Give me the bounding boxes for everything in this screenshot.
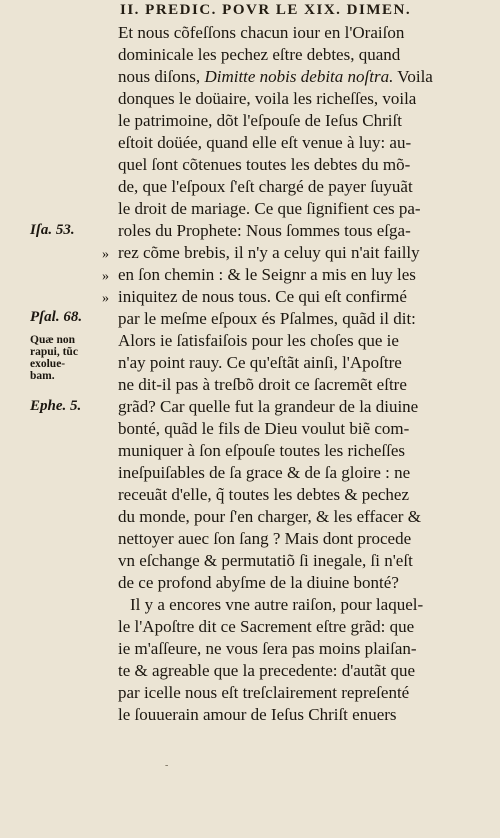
quote-mark: »	[102, 291, 109, 306]
text-line: te & agreable que la precedente: d'autãt que	[118, 661, 416, 680]
text-line: ineſpuiſables de ſa grace & de ſa gloire : ne	[118, 463, 411, 482]
text-line: le ſouuerain amour de Ieſus Chriſt enuers	[118, 705, 397, 724]
margin-ref-ephesians: Ephe. 5.	[30, 398, 82, 414]
text-line: roles du Prophete: Nous ſommes tous eſga-	[118, 221, 411, 240]
text-line: » iniquitez de nous tous. Ce qui eſt confirmé	[118, 286, 407, 308]
latin-quote: Dimitte nobis debita noſtra.	[204, 67, 394, 86]
text-line: nettoyer auec ſon ſang ? Mais dont procede	[118, 529, 412, 548]
text-line: bonté, quãd le fils de Dieu voulut biẽ com-	[118, 419, 410, 438]
text-line: ie m'aſſeure, ne vous ſera pas moins plaiſan-	[118, 639, 417, 658]
text-line: le patrimoine, dõt l'eſpouſe de Ieſus Chriſt	[118, 111, 402, 130]
text-line: vn eſchange & permutatiõ ſi inegale, ſi n'eſt	[118, 551, 413, 570]
text-line: de, que l'eſpoux ſ'eſt chargé de payer ſuyuãt	[118, 177, 413, 196]
text-line: de ce profond abyſme de la diuine bonté?	[118, 573, 399, 592]
text-line: » en ſon chemin : & le Seignr a mis en luy les	[118, 264, 416, 286]
text-line: quel ſont cõtenues toutes les debtes du mõ-	[118, 155, 411, 174]
text-line: Et nous cõfeſſons chacun iour en l'Oraiſon	[118, 23, 405, 42]
text-line: » rez cõme brebis, il n'y a celuy qui n'ait failly	[118, 242, 420, 264]
text-line: eſtoit doüée, quand elle eſt venue à luy: au-	[118, 133, 412, 152]
text-line: muniquer à ſon eſpouſe toutes les richeſſes	[118, 441, 406, 460]
margin-ref-psalm: Pſal. 68.	[30, 309, 83, 325]
signature-mark: -	[165, 760, 169, 771]
text-line: le droit de mariage. Ce que ſignifient ces pa-	[118, 199, 421, 218]
text-line: ne dit-il pas à treſbõ droit ce ſacremẽt eſtre	[118, 375, 407, 394]
margin-ref-isaiah: Iſa. 53.	[30, 222, 75, 238]
text-line: le l'Apoſtre dit ce Sacrement eſtre grãd: que	[118, 617, 415, 636]
text-line: Alors ie ſatisfaiſois pour les choſes que ie	[118, 331, 399, 350]
text-line: grãd? Car quelle fut la grandeur de la diuine	[118, 397, 419, 416]
margin-note-latin: Quæ non rapui, tũc exolue- bam.	[30, 334, 78, 382]
text-line: n'ay point rauy. Ce qu'eſtãt ainſi, l'Apoſtre	[118, 353, 402, 372]
text-line: par icelle nous eſt treſclairement repreſenté	[118, 683, 410, 702]
text-line: donques le doüaire, voila les richeſſes, voila	[118, 89, 417, 108]
text-line: dominicale les pechez eſtre debtes, quand	[118, 45, 401, 64]
running-header: II. PREDIC. POVR LE XIX. DIMEN.	[120, 2, 412, 18]
quote-mark: »	[102, 247, 109, 262]
text-line: du monde, pour ſ'en charger, & les effacer &	[118, 507, 421, 526]
text-line: nous diſons, Dimitte nobis debita noſtra. Voila	[118, 67, 433, 86]
text-line: par le meſme eſpoux és Pſalmes, quãd il dit:	[118, 309, 416, 328]
paragraph-start-line: Il y a encores vne autre raiſon, pour laquel-	[130, 595, 424, 614]
quote-mark: »	[102, 269, 109, 284]
text-line: receuãt d'elle, q̃ toutes les debtes & pechez	[118, 485, 409, 504]
